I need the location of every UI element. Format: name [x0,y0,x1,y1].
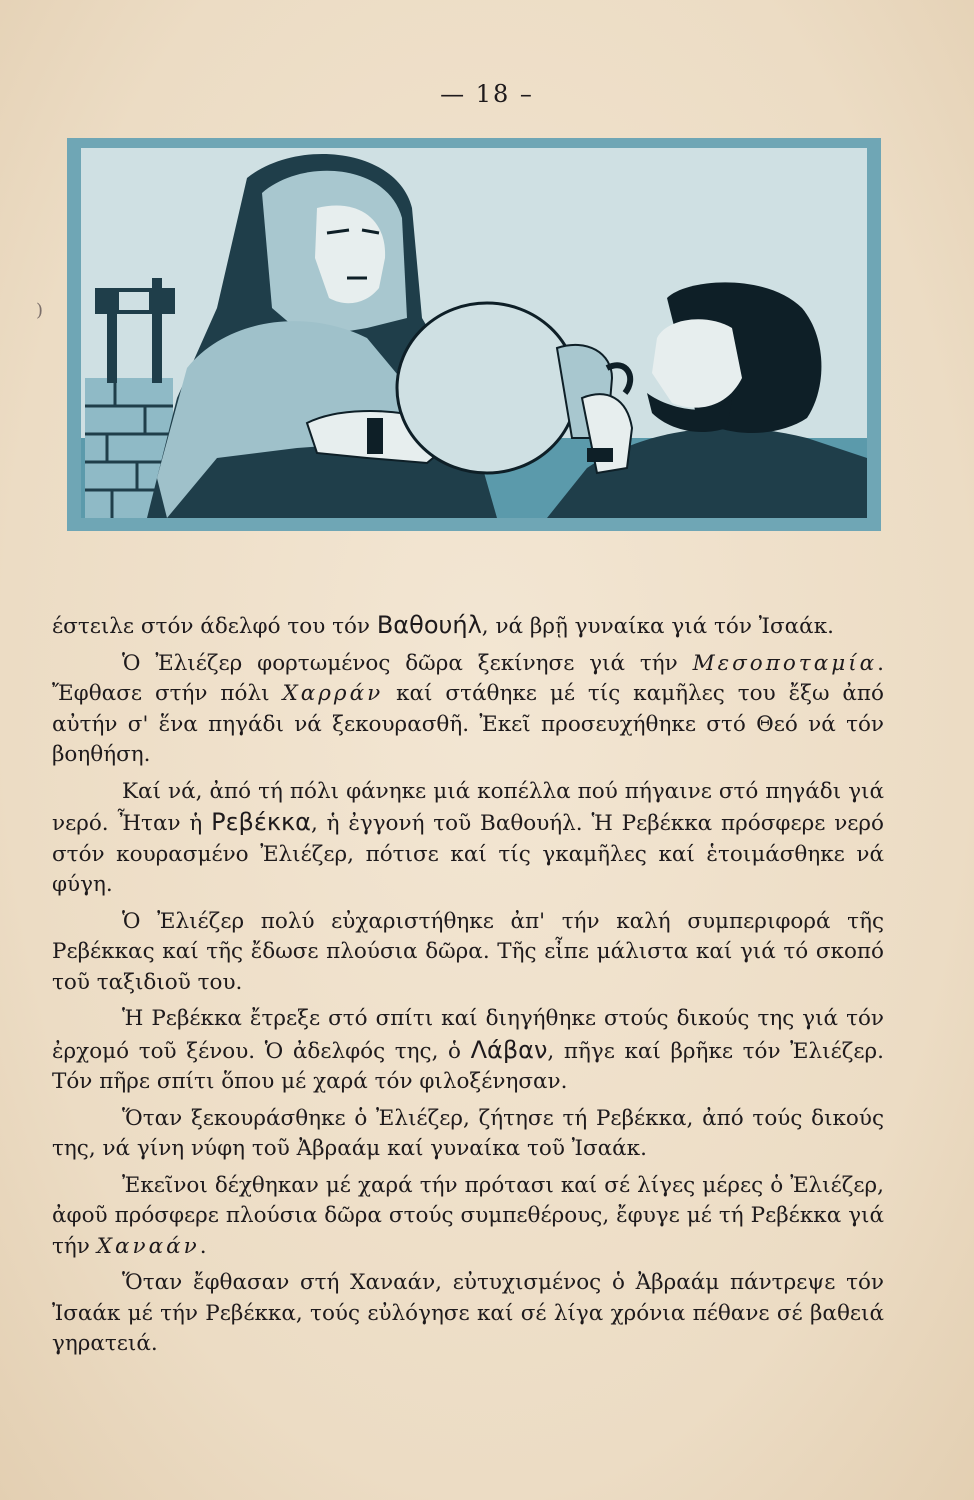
paragraph: Ὅταν ἔφθασαν στή Χαναάν, εὐτυχισμένος ὁ Ἀβραάμ πάντρεψε τόν Ἰσαάκ μέ τήν Ρεβέκκα, τούς εὐλόγησε καί σέ λίγα χρόνια πέθανε σέ βαθειά γηρατειά. [52,1270,884,1356]
text-run: Ἐκεῖνοι δέχθηκαν μέ χαρά τήν πρότασι καί σέ λίγες μέρες ὁ Ἐλιέζερ, ἀφοῦ πρόσφερε πλούσια δῶρα στούς συμπεθέρους, ἔφυγε μέ τή Ρεβέκκα γιά τήν [52,1172,884,1259]
page-number: — 18 – [440,80,534,108]
paragraph: Ὅταν ξεκουράσθηκε ὁ Ἐλιέζερ, ζήτησε τή Ρεβέκκα, ἀπό τούς δικούς της, νά γίνη νύφη τοῦ Ἀβραάμ καί γυναίκα τοῦ Ἰσαάκ. [52,1105,884,1161]
text-run: , νά βρῇ γυναίκα γιά τόν Ἰσαάκ. [481,614,834,639]
text-run: , πῆγε καί βρῆκε τόν Ἐλιέζερ. Τόν πῆρε σπίτι ὅπου μέ χαρά τόν φιλοξένησαν. [52,1038,884,1094]
paragraph [52,649,884,771]
text-run: . [199,1233,207,1259]
place-harran: Χαρράν [282,681,384,706]
paragraph [52,777,884,901]
paragraph [52,1171,884,1263]
paragraph [52,610,884,643]
text-run: Ὁ Ἐλιέζερ φορτωμένος δῶρα ξεκίνησε γιά τήν [122,650,693,676]
text-run: . Ἔφθασε στήν πόλι [52,650,884,706]
text-run: , ἡ ἐγγονή τοῦ Βαθουήλ. Ἡ Ρεβέκκα πρόσφερε νερό στόν κουρασμένο Ἐλιέζερ, πότισε καί τίς γκαμῆλες καί ἑτοιμάσθηκε νά φύγη. [52,811,885,897]
text-run: Ἡ Ρεβέκκα ἔτρεξε στό σπίτι καί διηγήθηκε στούς δικούς της γιά τόν ἐρχομό τοῦ ξένου. Ὁ ἀδελφός της, ὁ [52,1006,884,1064]
text-run: Καί νά, ἀπό τή πόλι φάνηκε μιά κοπέλλα πού πήγαινε στό πηγάδι γιά νερό. Ἦταν ἡ [52,778,884,836]
name-laban: Λάβαν [470,1035,548,1064]
name-bathuel: Βαθουήλ [376,611,482,639]
story-text [52,610,884,1366]
name-rebecca: Ρεβέκκα [211,808,311,836]
rebecca-gives-water-to-eliezer-illustration [67,138,881,531]
paragraph: Ὁ Ἐλιέζερ πολύ εὐχαριστήθηκε ἀπ' τήν καλή συμπεριφορά τῆς Ρεβέκκας καί τῆς ἔδωσε πλούσια δῶρα. Τῆς εἶπε μάλιστα καί γιά τό σκοπό τοῦ ταξιδιοῦ του. [52,908,884,995]
text-run: καί στάθηκε μέ τίς καμῆλες του ἔξω ἀπό αὐτήν σ' ἕνα πηγάδι νά ξεκουρασθῆ. Ἐκεῖ προσευχήθηκε στό Θεό νά τόν βοηθήση. [52,681,885,767]
place-mesopotamia: Μεσοποταμία [692,650,878,676]
paragraph [52,1004,884,1098]
place-canaan: Χαναάν [96,1233,200,1259]
margin-mark: ) [36,300,44,321]
text-run: έστειλε στόν άδελφό του τόν [52,614,377,639]
